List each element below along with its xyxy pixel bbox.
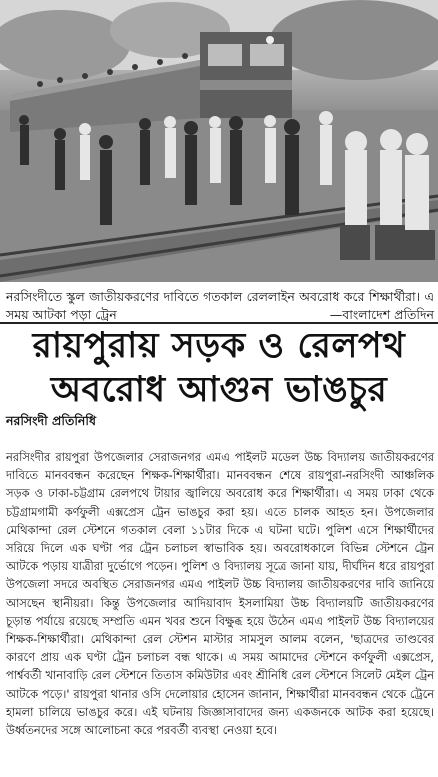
news-photo xyxy=(0,0,438,282)
photo-caption xyxy=(6,288,434,324)
byline: নরসিংদী প্রতিনিধি xyxy=(6,413,96,428)
article-body xyxy=(6,448,434,739)
photo-credit: —বাংলাদেশ প্রতিদিন xyxy=(329,307,434,322)
train-blockade-illustration xyxy=(0,0,438,282)
headline-line-2: অবরোধ আগুন ভাঙচুর xyxy=(50,369,388,410)
headline xyxy=(0,324,438,412)
headline-line-1: রায়পুরায় সড়ক ও রেলপথ xyxy=(32,325,406,366)
article-paragraph: নরসিংদীর রায়পুরা উপজেলার সেরাজনগর এমএ পাইলট মডেল উচ্চ বিদ্যালয় জাতীয়করণের দাবিতে মানববন্ধন করেছেন শিক্ষক-শিক্ষার্থীরা। মানববন্ধন শেষে রায়পুরা-নরসিংদী আঞ্চলিক সড়ক ও ঢাকা-চট্টগ্রাম রেলপথে টায়ার জ্বালিয়ে অবরোধ করে শিক্ষার্থীরা। এ সময় ঢাকা থেকে চট্টগ্রামগামী কর্ণফুলী এক্সপ্রেস ট্রেন ভাঙচুর করা হয়। এতে চালক আহত হন। উপজেলার মেথিকান্দা রেল স্টেশনে গতকাল বেলা ১১টার দিকে এ ঘটনা ঘটে। পুলিশ এসে শিক্ষার্থীদের সরিয়ে দিলে এক ঘণ্টা পর ট্রেন চলাচল স্বাভাবিক হয়। অবরোধকালে বিভিন্ন স্টেশনে ট্রেন আটকে পড়ায় যাত্রীরা দুর্ভোগে পড়েন। পুলিশ ও বিদ্যালয় সূত্রে জানা যায়, দীর্ঘদিন ধরে রায়পুরা উপজেলা সদরে অবস্থিত সেরাজনগর এমএ পাইলট উচ্চ বিদ্যালয় জাতীয়করণের দাবি জানিয়ে আসছেন স্থানীয়রা। কিন্তু উপজেলার আদিয়াবাদ ইসলামিয়া উচ্চ বিদ্যালয়টি জাতীয়করণের চূড়ান্ত পর্যায়ে রয়েছে সম্প্রতি এমন খবর শুনে বিক্ষুব্ধ হয়ে উঠেন এমএ পাইলট উচ্চ বিদ্যালয়ের শিক্ষক-শিক্ষার্থীরা। মেথিকান্দা রেল স্টেশন মাস্টার সামসুল আলম বলেন, 'ছাত্রদের তাণ্ডবের কারণে প্রায় এক ঘণ্টা ট্রেন চলাচল বন্ধ থাকে। এ সময় আমাদের স্টেশনে কর্ণফুলী এক্সপ্রেস, পার্শ্ববর্তী খানাবাড়ি রেল স্টেশনে তিতাস কমিউটার এবং শ্রীনিধি রেল স্টেশনে সিলেট মেইল ট্রেন আটকে পড়ে।' রায়পুরা থানার ওসি দেলোয়ার হোসেন জানান, শিক্ষার্থীরা মানববন্ধন থেকে ট্রেনে হামলা চালিয়ে ভাঙচুর করে। এই ঘটনায় জিজ্ঞাসাবাদের জন্য একজনকে আটক করা হয়েছে। উর্ধ্বতনদের সঙ্গে আলোচনা করে পরবর্তী ব্যবস্থা নেওয়া হবে। xyxy=(6,450,434,738)
caption-text: নরসিংদীতে স্কুল জাতীয়করণের দাবিতে গতকাল রেললাইন অবরোধ করে শিক্ষার্থীরা। এ সময় আটকা পড়া ট্রেন xyxy=(6,289,434,322)
